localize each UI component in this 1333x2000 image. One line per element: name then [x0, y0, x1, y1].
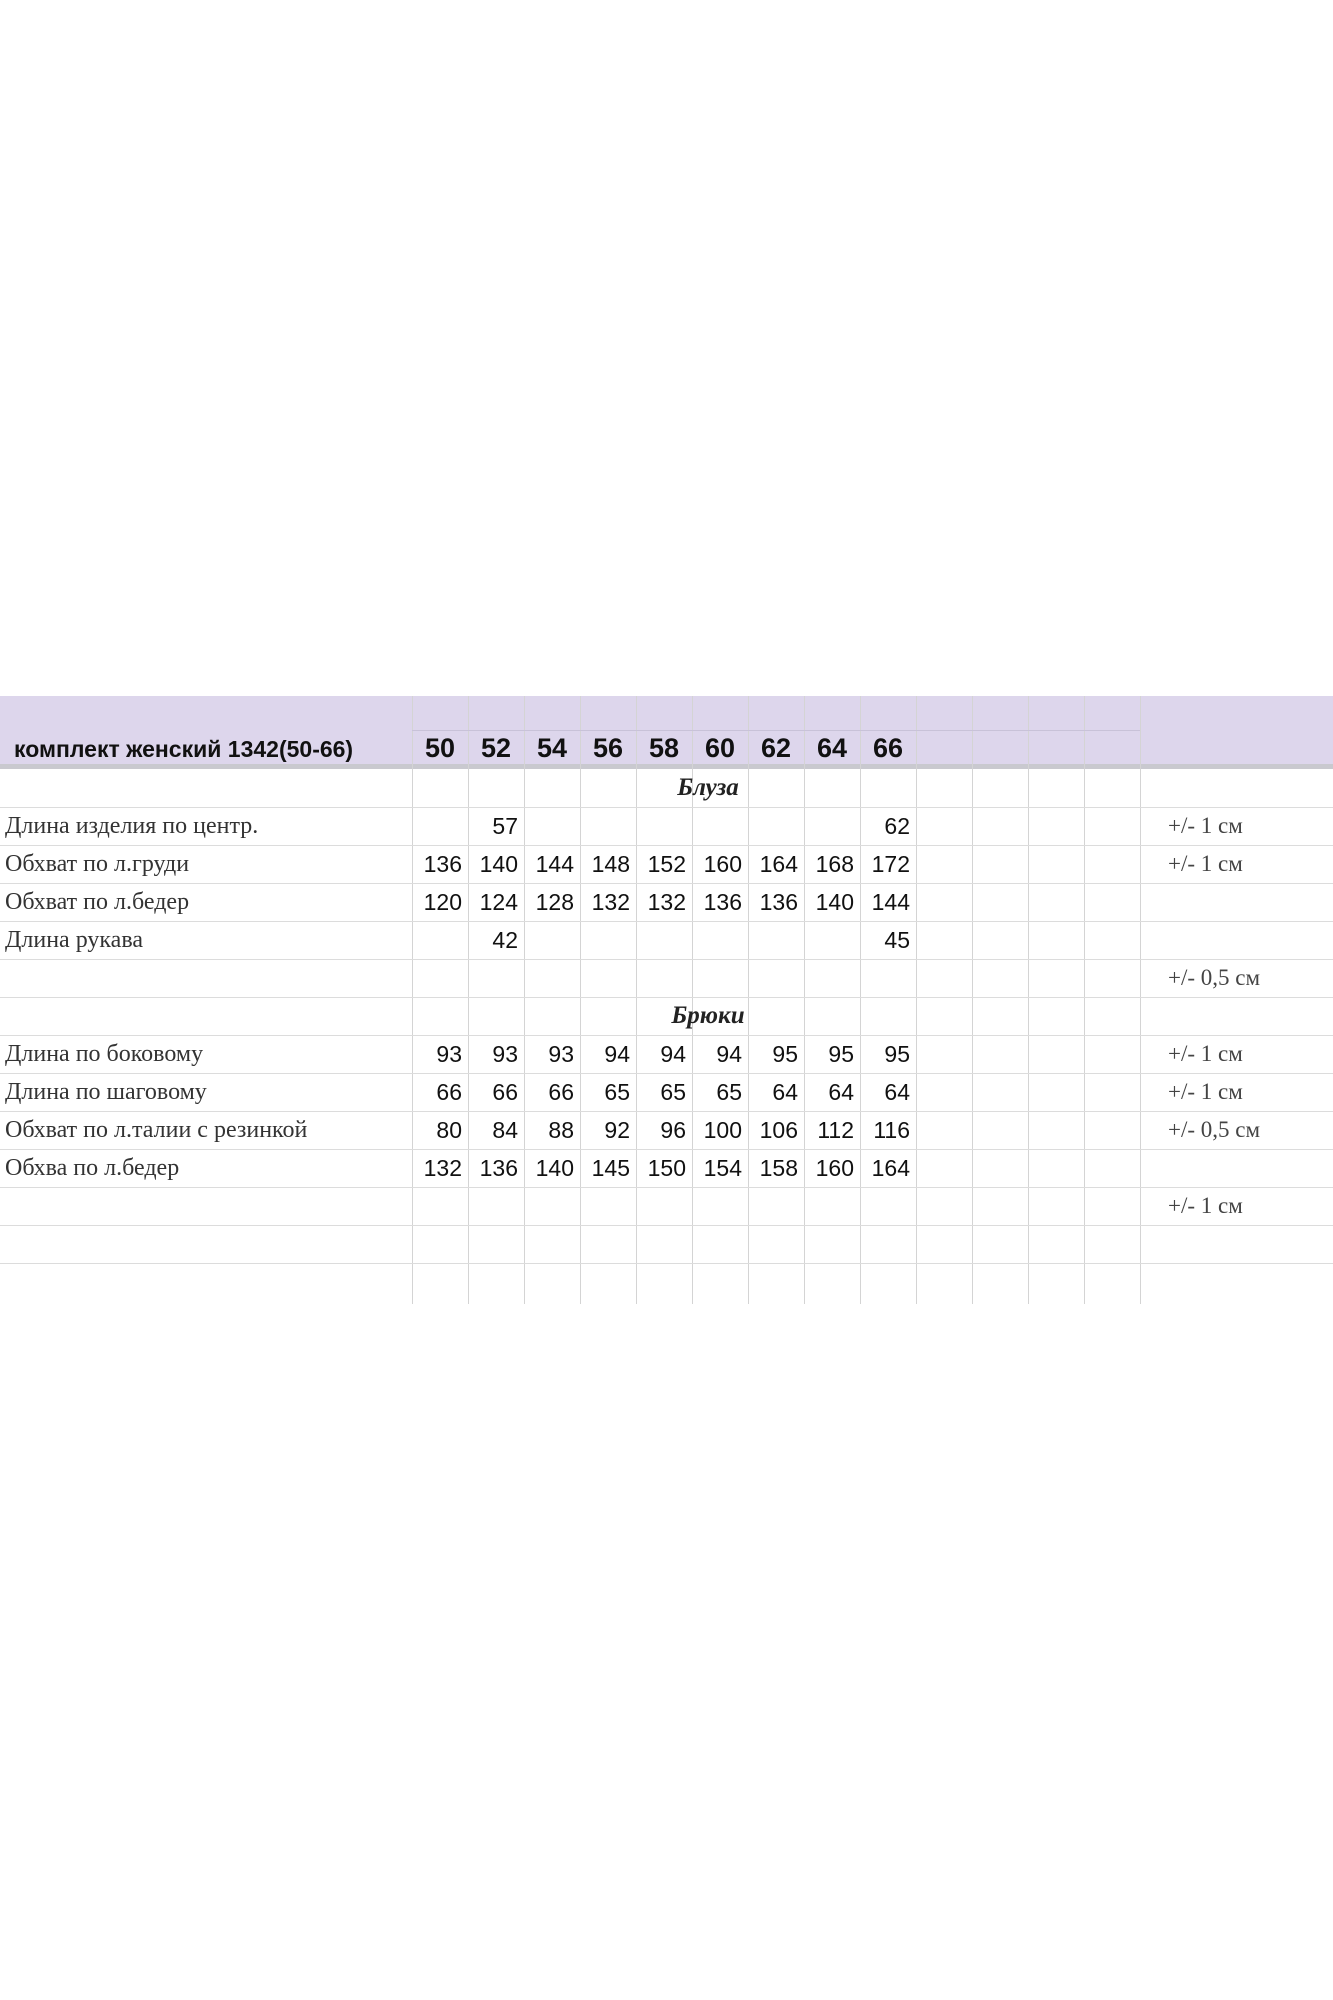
measure-cell: 136: [703, 889, 742, 915]
measure-cell: 57: [492, 813, 518, 839]
measure-cell: 144: [871, 889, 910, 915]
size-table: [0, 696, 1333, 1304]
row-label: Длина изделия по центр.: [5, 813, 259, 839]
measure-cell: 64: [828, 1079, 854, 1105]
row-label: Обхват по л.бедер: [5, 889, 190, 915]
measure-cell: [692, 921, 742, 959]
tolerance-cell: +/- 1 см: [1168, 1193, 1243, 1218]
measure-cell: 93: [548, 1041, 574, 1067]
measure-cell: [636, 1187, 686, 1225]
size-header-60: 60: [704, 733, 736, 763]
measure-cell: [524, 807, 574, 845]
measure-cell: 136: [759, 889, 798, 915]
measure-cell: [580, 807, 630, 845]
measure-cell: [468, 959, 518, 997]
tolerance-cell: +/- 0,5 см: [1168, 1117, 1261, 1142]
measure-cell: [636, 959, 686, 997]
size-header-62: 62: [760, 733, 792, 763]
measure-cell: 42: [492, 927, 518, 953]
measure-cell: 136: [423, 851, 462, 877]
measure-cell: [804, 807, 854, 845]
measure-cell: 136: [479, 1155, 518, 1181]
measure-cell: [412, 959, 462, 997]
size-header-66: 66: [872, 733, 904, 763]
row-label: Обхват по л.груди: [5, 851, 190, 877]
measure-cell: 106: [759, 1117, 798, 1143]
measure-cell: [412, 921, 462, 959]
measure-cell: 84: [492, 1117, 518, 1143]
section-title: Брюки: [671, 1002, 745, 1029]
measure-cell: 140: [815, 889, 854, 915]
grid-vline: [1028, 696, 1029, 1304]
size-header-64: 64: [816, 733, 848, 763]
measure-cell: 160: [815, 1155, 854, 1181]
size-header-56: 56: [592, 733, 624, 763]
measure-cell: 128: [535, 889, 574, 915]
measure-cell: 164: [871, 1155, 910, 1181]
measure-cell: [692, 959, 742, 997]
measure-cell: [412, 807, 462, 845]
measure-cell: 150: [647, 1155, 686, 1181]
measure-cell: [636, 807, 686, 845]
measure-cell: 93: [436, 1041, 462, 1067]
measure-cell: [692, 1187, 742, 1225]
measure-cell: 172: [871, 851, 910, 877]
measure-cell: 140: [535, 1155, 574, 1181]
row-label: Длина рукава: [5, 927, 143, 953]
measure-cell: [580, 959, 630, 997]
measure-cell: [636, 921, 686, 959]
measure-cell: 65: [660, 1079, 686, 1105]
measure-cell: [580, 1187, 630, 1225]
measure-cell: 112: [817, 1117, 854, 1143]
measure-cell: 116: [873, 1117, 910, 1143]
measure-cell: 144: [535, 851, 574, 877]
measure-cell: 140: [479, 851, 518, 877]
measure-cell: 158: [759, 1155, 798, 1181]
tolerance-cell: +/- 1 см: [1168, 851, 1243, 876]
measure-cell: 148: [591, 851, 630, 877]
measure-cell: 124: [479, 889, 518, 915]
measure-cell: 94: [604, 1041, 630, 1067]
grid-hline: [0, 1225, 1333, 1226]
row-label: Обхва по л.бедер: [5, 1155, 180, 1181]
grid-vline: [1140, 696, 1141, 1304]
measure-cell: [860, 1187, 910, 1225]
measure-cell: [468, 1187, 518, 1225]
measure-cell: 94: [716, 1041, 742, 1067]
measure-cell: 120: [423, 889, 462, 915]
measure-cell: [748, 959, 798, 997]
measure-cell: 62: [884, 813, 910, 839]
measure-cell: 66: [436, 1079, 462, 1105]
grid-vline: [1084, 696, 1085, 1304]
measure-cell: 132: [591, 889, 630, 915]
size-header-52: 52: [480, 733, 512, 763]
measure-cell: [524, 959, 574, 997]
measure-cell: 65: [604, 1079, 630, 1105]
measure-cell: 95: [884, 1041, 910, 1067]
measure-cell: [748, 921, 798, 959]
row-label: Обхват по л.талии с резинкой: [5, 1117, 308, 1143]
row-label: Длина по боковому: [5, 1041, 204, 1067]
tolerance-cell: +/- 1 см: [1168, 1079, 1243, 1104]
size-header-50: 50: [424, 733, 456, 763]
measure-cell: 93: [492, 1041, 518, 1067]
measure-cell: 66: [492, 1079, 518, 1105]
tolerance-cell: +/- 1 см: [1168, 1041, 1243, 1066]
measure-cell: 64: [772, 1079, 798, 1105]
measure-cell: 95: [828, 1041, 854, 1067]
measure-cell: [804, 959, 854, 997]
measure-cell: 80: [436, 1117, 462, 1143]
measure-cell: [412, 1187, 462, 1225]
measure-cell: [804, 921, 854, 959]
measure-cell: 88: [548, 1117, 574, 1143]
measure-cell: [748, 1187, 798, 1225]
measure-cell: 154: [703, 1155, 742, 1181]
tolerance-cell: +/- 0,5 см: [1168, 965, 1261, 990]
measure-cell: 145: [591, 1155, 630, 1181]
measure-cell: [524, 921, 574, 959]
measure-cell: 45: [884, 927, 910, 953]
measure-cell: [748, 807, 798, 845]
measure-cell: 64: [884, 1079, 910, 1105]
grid-hline: [0, 1263, 1333, 1264]
measure-cell: 152: [647, 851, 686, 877]
measure-cell: 100: [703, 1117, 742, 1143]
measure-cell: 65: [716, 1079, 742, 1105]
measure-cell: [804, 1187, 854, 1225]
measure-cell: 168: [815, 851, 854, 877]
measure-cell: 132: [647, 889, 686, 915]
measure-cell: 164: [759, 851, 798, 877]
measure-cell: [860, 959, 910, 997]
measure-cell: [580, 921, 630, 959]
size-header-58: 58: [648, 733, 680, 763]
table-title: комплект женский 1342(50-66): [14, 736, 354, 762]
measure-cell: [524, 1187, 574, 1225]
measure-cell: 66: [548, 1079, 574, 1105]
measure-cell: 132: [423, 1155, 462, 1181]
tolerance-cell: +/- 1 см: [1168, 813, 1243, 838]
measure-cell: 160: [703, 851, 742, 877]
measure-cell: 94: [660, 1041, 686, 1067]
measure-cell: 92: [604, 1117, 630, 1143]
row-label: Длина по шаговому: [5, 1079, 207, 1105]
measure-cell: 96: [660, 1117, 686, 1143]
measure-cell: [692, 807, 742, 845]
measure-cell: 95: [772, 1041, 798, 1067]
size-header-54: 54: [536, 733, 568, 763]
section-title: Блуза: [677, 774, 739, 801]
